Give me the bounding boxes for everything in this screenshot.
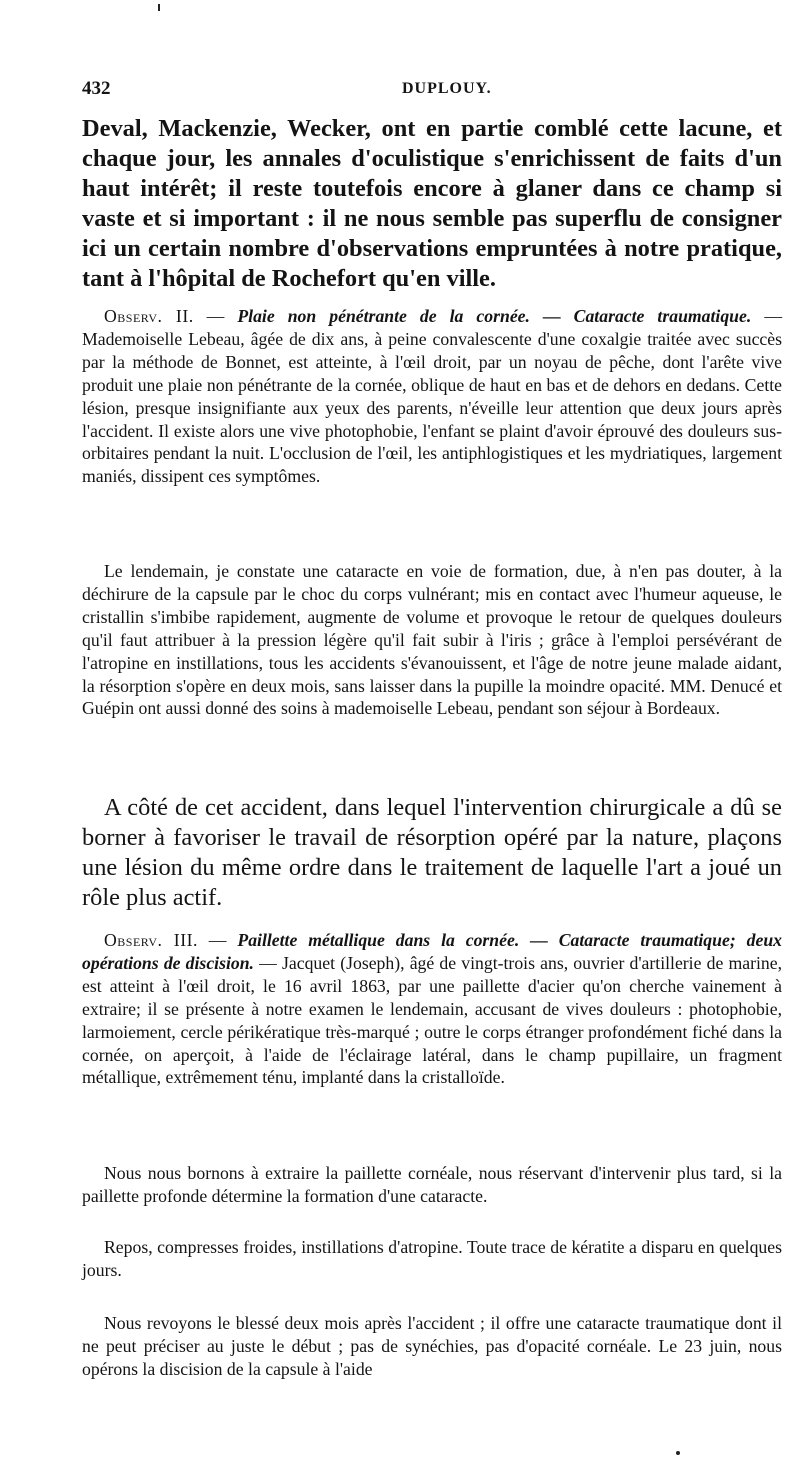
observation-2-text: Mademoiselle Lebeau, âgée de dix ans, à peine convalescente d'une coxalgie traitée avec succès par la méthode de Bonnet, est atteinte, à l'œil droit, par un noyau de pêche, dont l'arête vive produit une plaie non pénétrante de la cornée, oblique de haut en bas et de dehors en dedans. Cette lésion, presque insignifiante aux yeux des parents, n'éveille leur attention que deux jours après l'accident. Il existe alors une vive photophobie, l'enfant se plaint d'avoir éprouvé des douleurs sus-orbitaires pendant la nuit. L'occlusion de l'œil, les antiphlogistiques et les mydriatiques, largement maniés, dissipent ces symptômes. [82, 328, 782, 487]
paragraph-next-day: Le lendemain, je constate une cataracte en voie de formation, due, à n'en pas douter, à la déchirure de la capsule par le choc du corps vulnérant; mis en contact avec l'humeur aqueuse, le cristallin s'imbibe rapidement, augmente de volume et provoque le retour de quelques douleurs qu'il faut attribuer à la pression légère qu'il fait subir à l'iris ; grâce à l'emploi persévérant de l'atropine en instillations, tous les accidents s'évanouissent, et l'âge de notre jeune malade aidant, la résorption s'opère en deux mois, sans laisser dans la pupille la moindre opacité. MM. Denucé et Guépin ont aussi donné des soins à mademoiselle Lebeau, pendant son séjour à Bordeaux. [82, 561, 782, 719]
observation-2: Observ. II. — Plaie non pénétrante de la cornée. — Cataracte traumatique. — Mademoiselle Lebeau, âgée de dix ans, à peine convalescente d'une coxalgie traitée avec succès par la méthode de Bonnet, est atteinte, à l'œil droit, par un noyau de pêche, dont l'arête vive produit une plaie non pénétrante de la cornée, oblique de haut en bas et de dehors en dedans. Cette lésion, presque insignifiante aux yeux des parents, n'éveille leur attention que deux jours après l'accident. Il existe alors une vive photophobie, l'enfant se plaint d'avoir éprouvé des douleurs sus-orbitaires pendant la nuit. L'occlusion de l'œil, les antiphlogistiques et les mydriatiques, largement maniés, dissipent ces symptômes. [82, 306, 783, 487]
observation-3-title: Paillette métallique dans la cornée. — Cataracte traumatique; deux opérations de discision. [82, 930, 782, 973]
running-head [82, 78, 760, 102]
observation-2-title: Plaie non pénétrante de la cornée. — Cataracte traumatique. [237, 306, 752, 326]
observation-2-label: Observ. II. [104, 306, 194, 326]
observation-3-text: Jacquet (Joseph), âgé de vingt-trois ans, ouvrier d'artillerie de marine, est atteint à l'œil droit, le 16 avril 1863, par une paillette d'acier qu'on cherche vainement à extraire; il se présente à notre examen le lendemain, accusant de vives douleurs : photophobie, larmoiement, cercle périkératique très-marqué ; outre le corps étranger profondément fiché dans la cornée, on aperçoit, à l'aide de l'éclairage latéral, dans le champ pupillaire, un fragment métallique, extrêmement ténu, implanté dans la cristalloïde. [82, 952, 782, 1088]
print-speck-top [158, 4, 160, 11]
paragraph-transition: A côté de cet accident, dans lequel l'intervention chirurgicale a dû se borner à favoriser le travail de résorption opéré par la nature, plaçons une lésion du même ordre dans le traitement de laquelle l'art a joué un rôle plus actif. [82, 794, 782, 911]
running-title: DUPLOUY. [402, 80, 492, 97]
page-number: 432 [82, 78, 111, 99]
paragraph-treatment: Repos, compresses froides, instillations d'atropine. Toute trace de kératite a disparu en quelques jours. [82, 1237, 782, 1280]
paragraph-extraction: Nous nous bornons à extraire la paillette cornéale, nous réservant d'intervenir plus tard, si la paillette profonde détermine la formation d'une cataracte. [82, 1163, 782, 1206]
observation-3-label: Observ. III. [104, 930, 198, 950]
paragraph-intro: Deval, Mackenzie, Wecker, ont en partie comblé cette lacune, et chaque jour, les annales d'oculistique s'enrichissent de faits d'un haut intérêt; il reste toutefois encore à glaner dans ce champ si vaste et si important : il ne nous semble pas superflu de consigner ici un certain nombre d'observations empruntées à notre pratique, tant à l'hôpital de Rochefort qu'en ville. [82, 115, 782, 292]
print-speck [676, 1451, 680, 1455]
paragraph-follow-up: Nous revoyons le blessé deux mois après l'accident ; il offre une cataracte traumatique dont il ne peut préciser au juste le début ; pas de synéchies, pas d'opacité cornéale. Le 23 juin, nous opérons la discision de la capsule à l'aide [82, 1313, 782, 1379]
observation-3: Observ. III. — Paillette métallique dans la cornée. — Cataracte traumatique; deux opérations de discision. — Jacquet (Joseph), âgé de vingt-trois ans, ouvrier d'artillerie de marine, est atteint à l'œil droit, le 16 avril 1863, par une paillette d'acier qu'on cherche vainement à extraire; il se présente à notre examen le lendemain, accusant de vives douleurs : photophobie, larmoiement, cercle périkératique très-marqué ; outre le corps étranger profondément fiché dans la cornée, on aperçoit, à l'aide de l'éclairage latéral, dans le champ pupillaire, un fragment métallique, extrêmement ténu, implanté dans la cristalloïde. [82, 930, 782, 1088]
